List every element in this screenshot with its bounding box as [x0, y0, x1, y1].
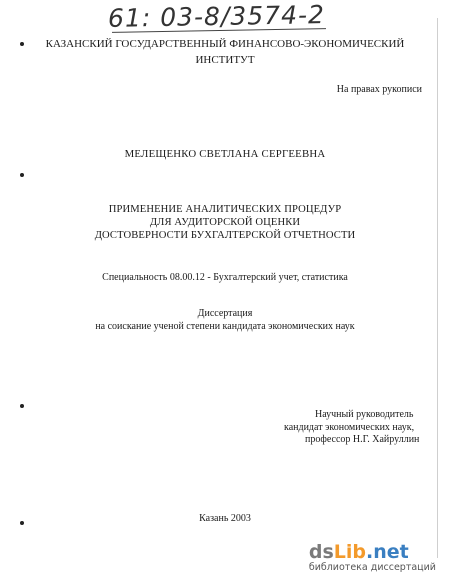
dslib-logo [309, 542, 436, 562]
institution-line-2: ИНСТИТУТ [195, 53, 255, 66]
watermark-subtitle: библиотека диссертаций [308, 562, 436, 573]
manuscript-note: На правах рукописи [336, 84, 422, 95]
supervisor-block [284, 409, 420, 447]
specialty-line: Специальность 08.00.12 - Бухгалтерский учет, статистика [102, 272, 348, 283]
dissertation-line-1: Диссертация [197, 308, 253, 319]
binder-mark [20, 404, 24, 408]
title-line-2: ДЛЯ АУДИТОРСКОЙ ОЦЕНКИ [149, 217, 301, 228]
logo-part-lib: Lib [333, 541, 366, 563]
dissertation-title [0, 203, 450, 242]
dissertation-type [0, 307, 450, 333]
author-name: МЕЛЕЩЕНКО СВЕТЛАНА СЕРГЕЕВНА [124, 148, 326, 160]
logo-part-net: .net [366, 541, 409, 563]
scan-edge-line [437, 18, 438, 558]
binder-mark [20, 173, 24, 177]
archive-stamp: 61: 03-8/3574-2 [107, 0, 326, 33]
city-year: Казань 2003 [199, 513, 251, 524]
title-line-3: ДОСТОВЕРНОСТИ БУХГАЛТЕРСКОЙ ОТЧЕТНОСТИ [94, 230, 356, 241]
logo-part-ds: ds [308, 541, 334, 563]
dissertation-line-2: на соискание ученой степени кандидата экономических наук [95, 321, 355, 332]
supervisor-line-1: Научный руководитель [315, 409, 414, 420]
dslib-watermark[interactable] [309, 542, 436, 574]
institution-line-1: КАЗАНСКИЙ ГОСУДАРСТВЕННЫЙ ФИНАНСОВО-ЭКОНОМИЧЕСКИЙ [45, 38, 405, 50]
supervisor-line-3: профессор Н.Г. Хайруллин [305, 434, 420, 445]
institution-name [0, 37, 450, 68]
supervisor-line-2: кандидат экономических наук, [284, 421, 415, 433]
title-line-1: ПРИМЕНЕНИЕ АНАЛИТИЧЕСКИХ ПРОЦЕДУР [108, 204, 342, 215]
